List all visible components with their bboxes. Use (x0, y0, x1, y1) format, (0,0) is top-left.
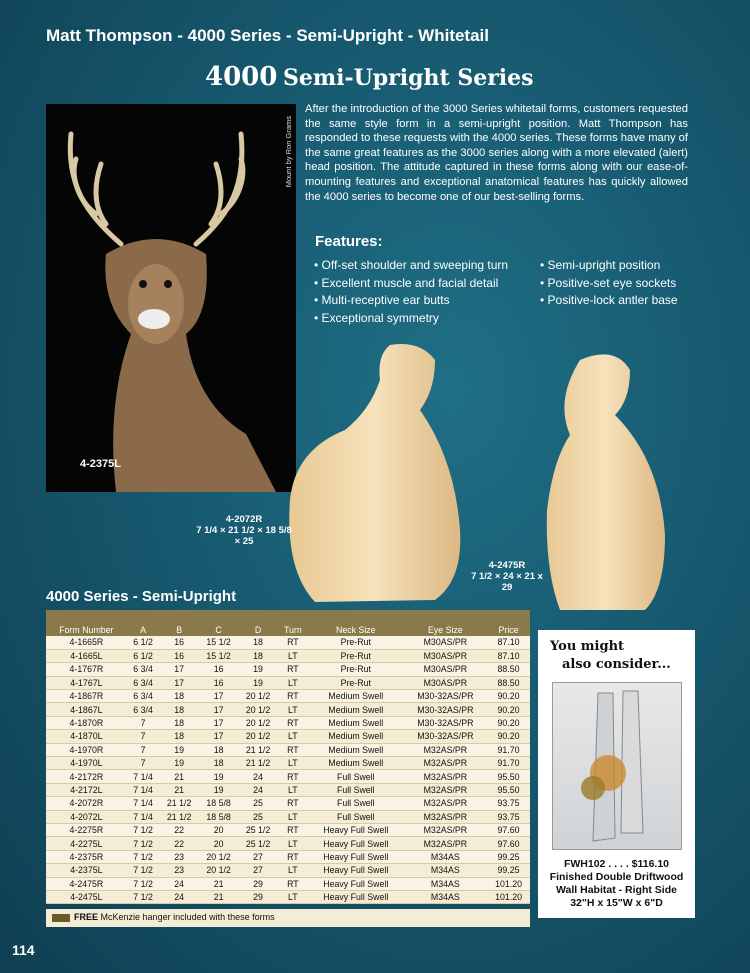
table-cell: 15 1/2 (199, 649, 238, 662)
table-cell: 20 (199, 837, 238, 850)
table-cell: 18 (199, 743, 238, 756)
table-header-cell: D (238, 610, 277, 636)
table-row (46, 797, 530, 810)
table-cell: 101.20 (487, 877, 530, 890)
table-cell: 4-2475R (46, 877, 127, 890)
table-cell: 4-2375R (46, 850, 127, 863)
table-cell: LT (278, 703, 308, 716)
table-cell: 97.60 (487, 837, 530, 850)
series-title (205, 62, 534, 92)
table-cell: 24 (159, 890, 198, 903)
table-cell: 25 (238, 797, 277, 810)
feature-item: • Semi-upright position (540, 257, 678, 275)
table-cell: 29 (238, 877, 277, 890)
form-number: 4-2072R (225, 514, 263, 525)
table-cell: 101.20 (487, 890, 530, 903)
table-cell: 15 1/2 (199, 636, 238, 649)
table-cell: 7 (127, 730, 160, 743)
table-cell: M34AS (404, 890, 487, 903)
table-cell: 87.10 (487, 649, 530, 662)
table-cell: 88.50 (487, 676, 530, 689)
table-row (46, 757, 530, 770)
table-cell: LT (278, 837, 308, 850)
table-cell: 19 (199, 783, 238, 796)
table-cell: 20 1/2 (199, 864, 238, 877)
table-cell: M32AS/PR (404, 837, 487, 850)
table-cell: 17 (199, 690, 238, 703)
table-row (46, 649, 530, 662)
table-cell: Full Swell (308, 770, 404, 783)
table-cell: 4-2375L (46, 864, 127, 877)
features-list-left (314, 257, 508, 327)
table-cell: 24 (238, 783, 277, 796)
table-cell: 6 1/2 (127, 649, 160, 662)
table-cell: Heavy Full Swell (308, 850, 404, 863)
feature-item: • Multi-receptive ear butts (314, 292, 508, 310)
feature-item: • Off-set shoulder and sweeping turn (314, 257, 508, 275)
intro-paragraph: After the introduction of the 3000 Series whitetail forms, customers requested the same style form in a semi-upright position. Matt Thompson has responded to these requests with the 4000 series. These forms have many of the same great features as the 3000 series along with a more elevated (alert) head position. The attitude captured in these forms along with our ease-of-mounting features and exceptional anatomical features has quickly allowed the 4000 series to become one of our best-selling forms. (305, 103, 688, 203)
table-cell: 4-1767L (46, 676, 127, 689)
table-row (46, 890, 530, 903)
table-cell: 7 (127, 716, 160, 729)
consider-desc-2: Wall Habitat - Right Side (556, 884, 677, 896)
table-cell: 7 1/4 (127, 797, 160, 810)
table-cell: M32AS/PR (404, 783, 487, 796)
table-cell: 7 1/2 (127, 890, 160, 903)
table-row (46, 810, 530, 823)
table-cell: Medium Swell (308, 730, 404, 743)
table-cell: 95.50 (487, 770, 530, 783)
form-label-2475r (466, 560, 548, 593)
table-cell: Full Swell (308, 810, 404, 823)
table-cell: 7 1/4 (127, 783, 160, 796)
table-cell: RT (278, 797, 308, 810)
table-row (46, 690, 530, 703)
table-cell: RT (278, 663, 308, 676)
table-cell: 27 (238, 850, 277, 863)
table-header-cell: Price (487, 610, 530, 636)
table-body (46, 636, 530, 904)
table-cell: 17 (159, 676, 198, 689)
table-cell: Pre-Rut (308, 649, 404, 662)
table-header-cell: Neck Size (308, 610, 404, 636)
table-header-cell: Form Number (46, 610, 127, 636)
deer-mount-photo (46, 104, 296, 492)
feature-item: • Positive-lock antler base (540, 292, 678, 310)
table-cell: 90.20 (487, 730, 530, 743)
table-cell: 21 (159, 770, 198, 783)
table-cell: RT (278, 877, 308, 890)
table-cell: 4-1867L (46, 703, 127, 716)
driftwood-habitat-image (552, 682, 682, 850)
table-cell: 25 1/2 (238, 823, 277, 836)
table-cell: 7 (127, 743, 160, 756)
table-cell: 20 1/2 (199, 850, 238, 863)
table-cell: M32AS/PR (404, 743, 487, 756)
table-cell: 90.20 (487, 703, 530, 716)
table-cell: 19 (238, 676, 277, 689)
table-cell: 4-1970R (46, 743, 127, 756)
table-cell: 7 (127, 757, 160, 770)
table-cell: 4-2072R (46, 797, 127, 810)
table-header-row (46, 610, 530, 636)
table-cell: 21 (199, 877, 238, 890)
driftwood-illustration (553, 683, 683, 851)
table-cell: 7 1/4 (127, 810, 160, 823)
table-cell: Pre-Rut (308, 676, 404, 689)
table-row (46, 743, 530, 756)
table-header-cell: A (127, 610, 160, 636)
table-cell: 4-1970L (46, 757, 127, 770)
table-row (46, 823, 530, 836)
table-cell: 19 (159, 757, 198, 770)
table-cell: 6 1/2 (127, 636, 160, 649)
table-cell: Medium Swell (308, 716, 404, 729)
table-cell: M30AS/PR (404, 649, 487, 662)
table-cell: 18 (159, 690, 198, 703)
table-cell: M32AS/PR (404, 770, 487, 783)
table-cell: Full Swell (308, 783, 404, 796)
table-cell: 21 1/2 (238, 757, 277, 770)
table-cell: 97.60 (487, 823, 530, 836)
table-cell: RT (278, 716, 308, 729)
table-cell: 4-1665R (46, 636, 127, 649)
table-header-cell: Eye Size (404, 610, 487, 636)
table-cell: Full Swell (308, 797, 404, 810)
table-cell: 20 1/2 (238, 690, 277, 703)
table-cell: 21 1/2 (159, 797, 198, 810)
table-cell: 4-2172R (46, 770, 127, 783)
table-row (46, 837, 530, 850)
price-table (46, 610, 530, 904)
table-cell: LT (278, 649, 308, 662)
table-cell: Medium Swell (308, 703, 404, 716)
consider-dims: 32"H x 15"W x 6"D (570, 897, 663, 909)
table-row (46, 703, 530, 716)
table-cell: 17 (199, 703, 238, 716)
table-cell: M30AS/PR (404, 663, 487, 676)
table-cell: RT (278, 850, 308, 863)
table-row (46, 636, 530, 649)
table-cell: 23 (159, 864, 198, 877)
table-cell: 99.25 (487, 850, 530, 863)
table-cell: 21 (159, 783, 198, 796)
table-cell: 18 (159, 730, 198, 743)
table-cell: 4-1867R (46, 690, 127, 703)
consider-details (538, 858, 695, 910)
table-cell: Medium Swell (308, 690, 404, 703)
table-cell: 18 5/8 (199, 797, 238, 810)
table-cell: 27 (238, 864, 277, 877)
consider-item: FWH102 . . . . $116.10 (563, 858, 670, 870)
table-cell: 21 (199, 890, 238, 903)
table-cell: 7 1/2 (127, 823, 160, 836)
table-cell: LT (278, 810, 308, 823)
table-cell: Medium Swell (308, 757, 404, 770)
table-cell: 4-1870R (46, 716, 127, 729)
table-cell: RT (278, 690, 308, 703)
table-cell: 4-2275L (46, 837, 127, 850)
table-cell: 7 1/4 (127, 770, 160, 783)
table-row (46, 716, 530, 729)
table-cell: 6 3/4 (127, 690, 160, 703)
table-cell: Heavy Full Swell (308, 877, 404, 890)
table-cell: Heavy Full Swell (308, 837, 404, 850)
deer-illustration (46, 104, 296, 492)
table-cell: RT (278, 770, 308, 783)
table-cell: 4-1665L (46, 649, 127, 662)
table-cell: 93.75 (487, 797, 530, 810)
table-row (46, 663, 530, 676)
consider-desc-1: Finished Double Driftwood (549, 871, 684, 883)
table-row (46, 850, 530, 863)
table-cell: Heavy Full Swell (308, 823, 404, 836)
form-label-2072r (196, 514, 292, 547)
table-cell: 25 (238, 810, 277, 823)
table-cell: 7 1/2 (127, 837, 160, 850)
table-cell: 4-1870L (46, 730, 127, 743)
page-number: 114 (12, 942, 35, 958)
table-cell: LT (278, 676, 308, 689)
table-cell: 6 3/4 (127, 663, 160, 676)
series-name: Semi-Upright Series (282, 65, 534, 91)
table-cell: 17 (199, 730, 238, 743)
table-row (46, 770, 530, 783)
feature-item: • Exceptional symmetry (314, 310, 508, 328)
table-cell: Pre-Rut (308, 663, 404, 676)
table-row (46, 783, 530, 796)
table-cell: LT (278, 757, 308, 770)
table-row (46, 877, 530, 890)
table-cell: M30AS/PR (404, 676, 487, 689)
table-cell: 23 (159, 850, 198, 863)
table-cell: M32AS/PR (404, 823, 487, 836)
table-cell: 90.20 (487, 690, 530, 703)
table-cell: Medium Swell (308, 743, 404, 756)
table-cell: M34AS (404, 850, 487, 863)
table-cell: 19 (199, 770, 238, 783)
table-cell: 4-1767R (46, 663, 127, 676)
table-cell: M30-32AS/PR (404, 716, 487, 729)
table-cell: LT (278, 783, 308, 796)
features-list-right (540, 257, 678, 310)
table-cell: 17 (159, 663, 198, 676)
table-row (46, 730, 530, 743)
table-cell: Heavy Full Swell (308, 864, 404, 877)
table-cell: 29 (238, 890, 277, 903)
free-hanger-note (46, 909, 530, 927)
form-number: 4-2475R (488, 560, 526, 571)
feature-item: • Excellent muscle and facial detail (314, 275, 508, 293)
table-header-cell: B (159, 610, 198, 636)
consider-line-2: also consider... (562, 657, 671, 672)
table-cell: 20 (199, 823, 238, 836)
form-2072r-shape (289, 344, 460, 602)
free-label: FREE (74, 912, 99, 922)
table-cell: M30-32AS/PR (404, 690, 487, 703)
free-text: McKenzie hanger included with these forms (100, 912, 275, 922)
table-cell: 18 (159, 716, 198, 729)
series-number: 4000 (205, 62, 278, 92)
table-cell: 7 1/2 (127, 850, 160, 863)
table-cell: 4-2475L (46, 890, 127, 903)
table-cell: 6 3/4 (127, 703, 160, 716)
table-cell: M32AS/PR (404, 757, 487, 770)
form-dimensions: 7 1/2 × 24 × 21 x 29 (471, 571, 543, 593)
table-cell: 22 (159, 837, 198, 850)
table-cell: 16 (199, 676, 238, 689)
table-cell: 7 1/2 (127, 877, 160, 890)
table-cell: 99.25 (487, 864, 530, 877)
table-cell: 4-2275R (46, 823, 127, 836)
features-title: Features: (315, 233, 383, 250)
table-cell: 90.20 (487, 716, 530, 729)
table-cell: 91.70 (487, 743, 530, 756)
table-cell: 16 (159, 636, 198, 649)
table-cell: 91.70 (487, 757, 530, 770)
table-cell: 93.75 (487, 810, 530, 823)
table-header-cell: C (199, 610, 238, 636)
table-cell: RT (278, 636, 308, 649)
consider-line-1: You might (550, 639, 625, 654)
table-header-cell: Turn (278, 610, 308, 636)
form-2475r-shape (547, 354, 665, 610)
hanger-icon (52, 914, 70, 922)
table-cell: LT (278, 730, 308, 743)
table-cell: Pre-Rut (308, 636, 404, 649)
table-row (46, 864, 530, 877)
table-cell: M30-32AS/PR (404, 730, 487, 743)
table-cell: 4-2072L (46, 810, 127, 823)
table-cell: 25 1/2 (238, 837, 277, 850)
table-cell: 18 (238, 636, 277, 649)
table-cell: 22 (159, 823, 198, 836)
table-cell: M34AS (404, 877, 487, 890)
feature-item: • Positive-set eye sockets (540, 275, 678, 293)
table-cell: 17 (199, 716, 238, 729)
table-cell: 95.50 (487, 783, 530, 796)
table-cell: 20 1/2 (238, 703, 277, 716)
table-cell: M32AS/PR (404, 810, 487, 823)
table-cell: M30AS/PR (404, 636, 487, 649)
table-cell: 16 (159, 649, 198, 662)
table-title: 4000 Series - Semi-Upright (46, 588, 237, 605)
page-header-title: Matt Thompson - 4000 Series - Semi-Upright - Whitetail (46, 26, 489, 45)
table-cell: 4-2172L (46, 783, 127, 796)
table-cell: 18 (199, 757, 238, 770)
table-cell: 16 (199, 663, 238, 676)
table-cell: 24 (238, 770, 277, 783)
table-cell: 20 1/2 (238, 730, 277, 743)
table-cell: 7 1/2 (127, 864, 160, 877)
table-cell: LT (278, 890, 308, 903)
photo-caption: 4-2375L (80, 458, 121, 470)
table-cell: M30-32AS/PR (404, 703, 487, 716)
table-cell: 20 1/2 (238, 716, 277, 729)
table-cell: 19 (238, 663, 277, 676)
table-cell: 87.10 (487, 636, 530, 649)
table-cell: 21 1/2 (159, 810, 198, 823)
table-row (46, 676, 530, 689)
table-cell: M34AS (404, 864, 487, 877)
table-cell: 24 (159, 877, 198, 890)
table-cell: Heavy Full Swell (308, 890, 404, 903)
also-consider-heading (538, 630, 695, 674)
form-dimensions: 7 1/4 × 21 1/2 × 18 5/8 × 25 (196, 525, 292, 547)
table-cell: 6 3/4 (127, 676, 160, 689)
table-cell: 19 (159, 743, 198, 756)
table-cell: 21 1/2 (238, 743, 277, 756)
table-cell: 18 5/8 (199, 810, 238, 823)
table-cell: M32AS/PR (404, 797, 487, 810)
table-cell: RT (278, 823, 308, 836)
table-cell: 18 (159, 703, 198, 716)
photo-credit: Mount by Ron Grams (284, 116, 293, 188)
table-cell: LT (278, 864, 308, 877)
table-cell: 88.50 (487, 663, 530, 676)
table-cell: RT (278, 743, 308, 756)
table-cell: 18 (238, 649, 277, 662)
also-consider-box (538, 630, 695, 918)
